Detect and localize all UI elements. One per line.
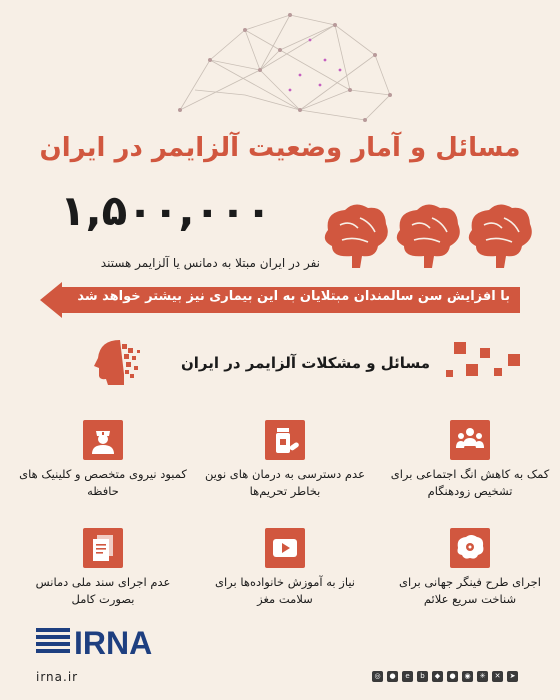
issue-card-stigma bbox=[385, 420, 555, 515]
footer bbox=[0, 614, 560, 700]
telegram-icon[interactable]: ➤ bbox=[507, 671, 518, 682]
decorative-squares bbox=[446, 340, 526, 382]
issue-label: کمک به کاهش انگ اجتماعی برای تشخیص زودهنگام bbox=[390, 467, 550, 498]
social-icons bbox=[372, 671, 518, 682]
play-video-icon bbox=[265, 528, 305, 568]
pixelated-head-icon bbox=[92, 338, 142, 386]
issue-label: عدم دسترسی به درمان های نوین بخاطر تحریم‌ها bbox=[205, 467, 365, 498]
statistic-caption: نفر در ایران مبتلا به دمانس یا آلزایمر هستند bbox=[100, 256, 320, 270]
issue-card-specialists bbox=[18, 420, 188, 515]
eitaa-icon[interactable]: e bbox=[402, 671, 413, 682]
aparat-icon[interactable]: ● bbox=[387, 671, 398, 682]
arrow-banner-text: با افزایش سن سالمندان مبتلایان به این بیماری نیز بیشتر خواهد شد bbox=[77, 289, 510, 304]
issue-card-national-document bbox=[18, 528, 188, 623]
virasty-icon[interactable]: ✳ bbox=[477, 671, 488, 682]
instagram-icon[interactable]: ◎ bbox=[372, 671, 383, 682]
igap-icon[interactable]: ◉ bbox=[462, 671, 473, 682]
brain-icons-row bbox=[320, 200, 535, 270]
issue-label: کمبود نیروی متخصص و کلینیک های حافظه bbox=[19, 467, 187, 498]
bale-icon[interactable]: b bbox=[417, 671, 428, 682]
issue-card-finger-plan bbox=[385, 528, 555, 623]
people-group-icon bbox=[450, 420, 490, 460]
documents-icon bbox=[83, 528, 123, 568]
brain-gear-icon bbox=[450, 528, 490, 568]
issue-label: عدم اجرای سند ملی دمانس بصورت کامل bbox=[35, 575, 171, 606]
brain-icon bbox=[325, 204, 388, 268]
medicine-icon bbox=[265, 420, 305, 460]
statistic-number: ۱,۵۰۰,۰۰۰ bbox=[60, 186, 272, 235]
nurse-icon bbox=[83, 420, 123, 460]
section-header bbox=[0, 338, 560, 388]
logo-text: IRNA bbox=[74, 625, 153, 661]
irna-logo bbox=[36, 622, 186, 662]
brain-icon bbox=[469, 204, 532, 268]
issue-label: اجرای طرح فینگر جهانی برای شناخت سریع علائم bbox=[399, 575, 541, 606]
arrow-banner bbox=[40, 282, 520, 318]
wireframe-brain-illustration bbox=[150, 0, 410, 130]
issue-card-family-education bbox=[200, 528, 370, 623]
section-title: مسائل و مشکلات آلزایمر در ایران bbox=[180, 354, 430, 372]
rubika-icon[interactable]: ◆ bbox=[432, 671, 443, 682]
issue-card-sanctions bbox=[200, 420, 370, 515]
site-url[interactable]: irna.ir bbox=[36, 670, 79, 684]
brain-icon bbox=[397, 204, 460, 268]
x-icon[interactable]: ✕ bbox=[492, 671, 503, 682]
issue-label: نیاز به آموزش خانواده‌ها برای سلامت مغز bbox=[214, 575, 355, 606]
page-title: مسائل و آمار وضعیت آلزایمر در ایران bbox=[39, 133, 521, 163]
soroush-icon[interactable]: ● bbox=[447, 671, 458, 682]
